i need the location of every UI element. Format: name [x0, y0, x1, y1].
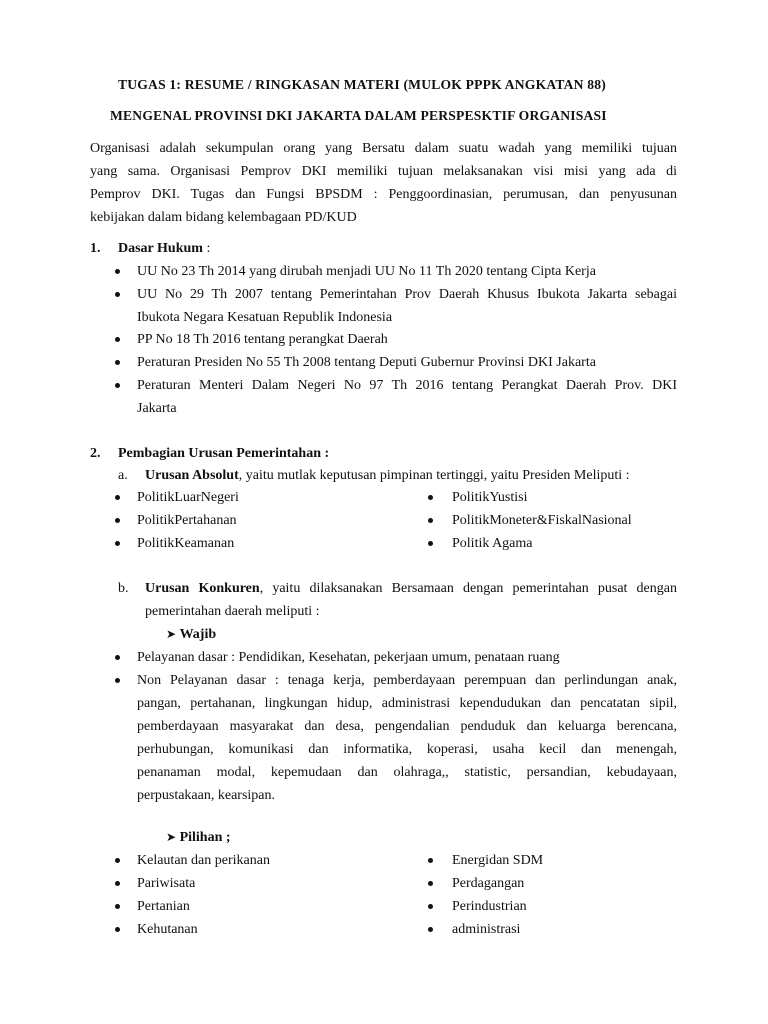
bullet-icon [115, 858, 120, 863]
subsection-b-text [145, 577, 677, 600]
subsection-b-desc: , yaitu dilaksanakan Bersamaan dengan pemerintahan pusat dengan [259, 581, 677, 596]
pilihan-title: Pilihan ; [179, 830, 231, 845]
list-item-continuation: Ibukota Negara Kesatuan Republik Indonesia [137, 310, 393, 325]
intro-line: kebijakan dalam bidang kelembagaan PD/KUD [90, 210, 357, 225]
section1-colon: : [202, 241, 211, 256]
list-item: PolitikKeamanan [137, 536, 235, 551]
section1-heading [118, 237, 210, 260]
list-item: UU No 29 Th 2007 tentang Pemerintahan Prov Daerah Khusus Ibukota Jakarta sebagai [137, 287, 677, 302]
intro-line: yang sama. Organisasi Pemprov DKI memiliki tujuan melaksanakan visi misi yang ada di [90, 164, 677, 179]
bullet-icon [115, 655, 120, 660]
list-item: Kelautan dan perikanan [137, 853, 270, 868]
list-item-continuation: perpustakaan, kearsipan. [137, 788, 275, 803]
list-item: PP No 18 Th 2016 tentang perangkat Daerah [137, 332, 388, 347]
arrow-right-icon: ➤ [166, 627, 177, 641]
list-item-continuation: pangan, pertahanan, lingkungan hidup, administrasi kependudukan dan pencatatan sipil, [137, 696, 677, 711]
intro-line: Pemprov DKI. Tugas dan Fungsi BPSDM : Penggoordinasian, perumusan, dan penyusunan [90, 187, 677, 202]
list-item: Peraturan Presiden No 55 Th 2008 tentang Deputi Gubernur Provinsi DKI Jakarta [137, 355, 596, 370]
list-item: UU No 23 Th 2014 yang dirubah menjadi UU No 11 Th 2020 tentang Cipta Kerja [137, 264, 596, 279]
list-item: Kehutanan [137, 922, 198, 937]
bullet-icon [428, 881, 433, 886]
bullet-icon [115, 904, 120, 909]
bullet-icon [115, 518, 120, 523]
list-item: PolitikPertahanan [137, 513, 237, 528]
list-item-continuation: perhubungan, komunikasi dan informatika, koperasi, usaha kecil dan menengah, [137, 742, 677, 757]
bullet-icon [428, 495, 433, 500]
subsection-b-line2: pemerintahan daerah meliputi : [145, 604, 320, 619]
list-item: PolitikLuarNegeri [137, 490, 239, 505]
bullet-icon [115, 292, 120, 297]
bullet-icon [115, 495, 120, 500]
list-item: PolitikMoneter&FiskalNasional [452, 513, 632, 528]
list-item: Perdagangan [452, 876, 525, 891]
wajib-title: Wajib [179, 627, 217, 642]
bullet-icon [428, 927, 433, 932]
list-item: PolitikYustisi [452, 490, 528, 505]
subsection-b-label: b. [118, 581, 129, 596]
document-title: TUGAS 1: RESUME / RINGKASAN MATERI (MULOK PPPK ANGKATAN 88) [118, 77, 606, 92]
bullet-icon [115, 360, 120, 365]
list-item: Non Pelayanan dasar : tenaga kerja, pemberdayaan perempuan dan perlindungan anak, [137, 673, 677, 688]
bullet-icon [115, 269, 120, 274]
bullet-icon [428, 858, 433, 863]
wajib-heading [166, 623, 216, 646]
bullet-icon [115, 383, 120, 388]
bullet-icon [115, 881, 120, 886]
list-item: Pelayanan dasar : Pendidikan, Kesehatan, pekerjaan umum, penataan ruang [137, 650, 560, 665]
bullet-icon [115, 927, 120, 932]
list-item: Perindustrian [452, 899, 527, 914]
subsection-a-label: a. [118, 468, 128, 483]
bullet-icon [428, 518, 433, 523]
bullet-icon [428, 541, 433, 546]
bullet-icon [115, 678, 120, 683]
section2-number: 2. [90, 446, 101, 461]
subsection-a-desc: , yaitu mutlak keputusan pimpinan tertinggi, yaitu Presiden Meliputi : [238, 468, 630, 483]
intro-line: Organisasi adalah sekumpulan orang yang Bersatu dalam suatu wadah yang memiliki tujuan [90, 141, 677, 156]
subsection-a-text [145, 464, 630, 487]
pilihan-heading [166, 826, 231, 849]
document-subtitle: MENGENAL PROVINSI DKI JAKARTA DALAM PERSPESKTIF ORGANISASI [110, 108, 607, 123]
list-item-continuation: Jakarta [137, 401, 177, 416]
section1-number: 1. [90, 241, 101, 256]
section1-title: Dasar Hukum [118, 241, 203, 256]
section2-title: Pembagian Urusan Pemerintahan : [118, 446, 330, 461]
subsection-a-title: Urusan Absolut [145, 468, 239, 483]
bullet-icon [115, 541, 120, 546]
list-item: Peraturan Menteri Dalam Negeri No 97 Th 2016 tentang Perangkat Daerah Prov. DKI [137, 378, 677, 393]
arrow-right-icon: ➤ [166, 830, 177, 844]
bullet-icon [428, 904, 433, 909]
list-item: administrasi [452, 922, 521, 937]
list-item: Energidan SDM [452, 853, 544, 868]
list-item: Pariwisata [137, 876, 196, 891]
list-item: Politik Agama [452, 536, 533, 551]
list-item: Pertanian [137, 899, 190, 914]
list-item-continuation: penanaman modal, kepemudaan dan olahraga,, statistic, persandian, kebudayaan, [137, 765, 677, 780]
list-item-continuation: pemberdayaan masyarakat dan desa, pengendalian penduduk dan keluarga berencana, [137, 719, 677, 734]
subsection-b-title: Urusan Konkuren [145, 581, 260, 596]
bullet-icon [115, 337, 120, 342]
